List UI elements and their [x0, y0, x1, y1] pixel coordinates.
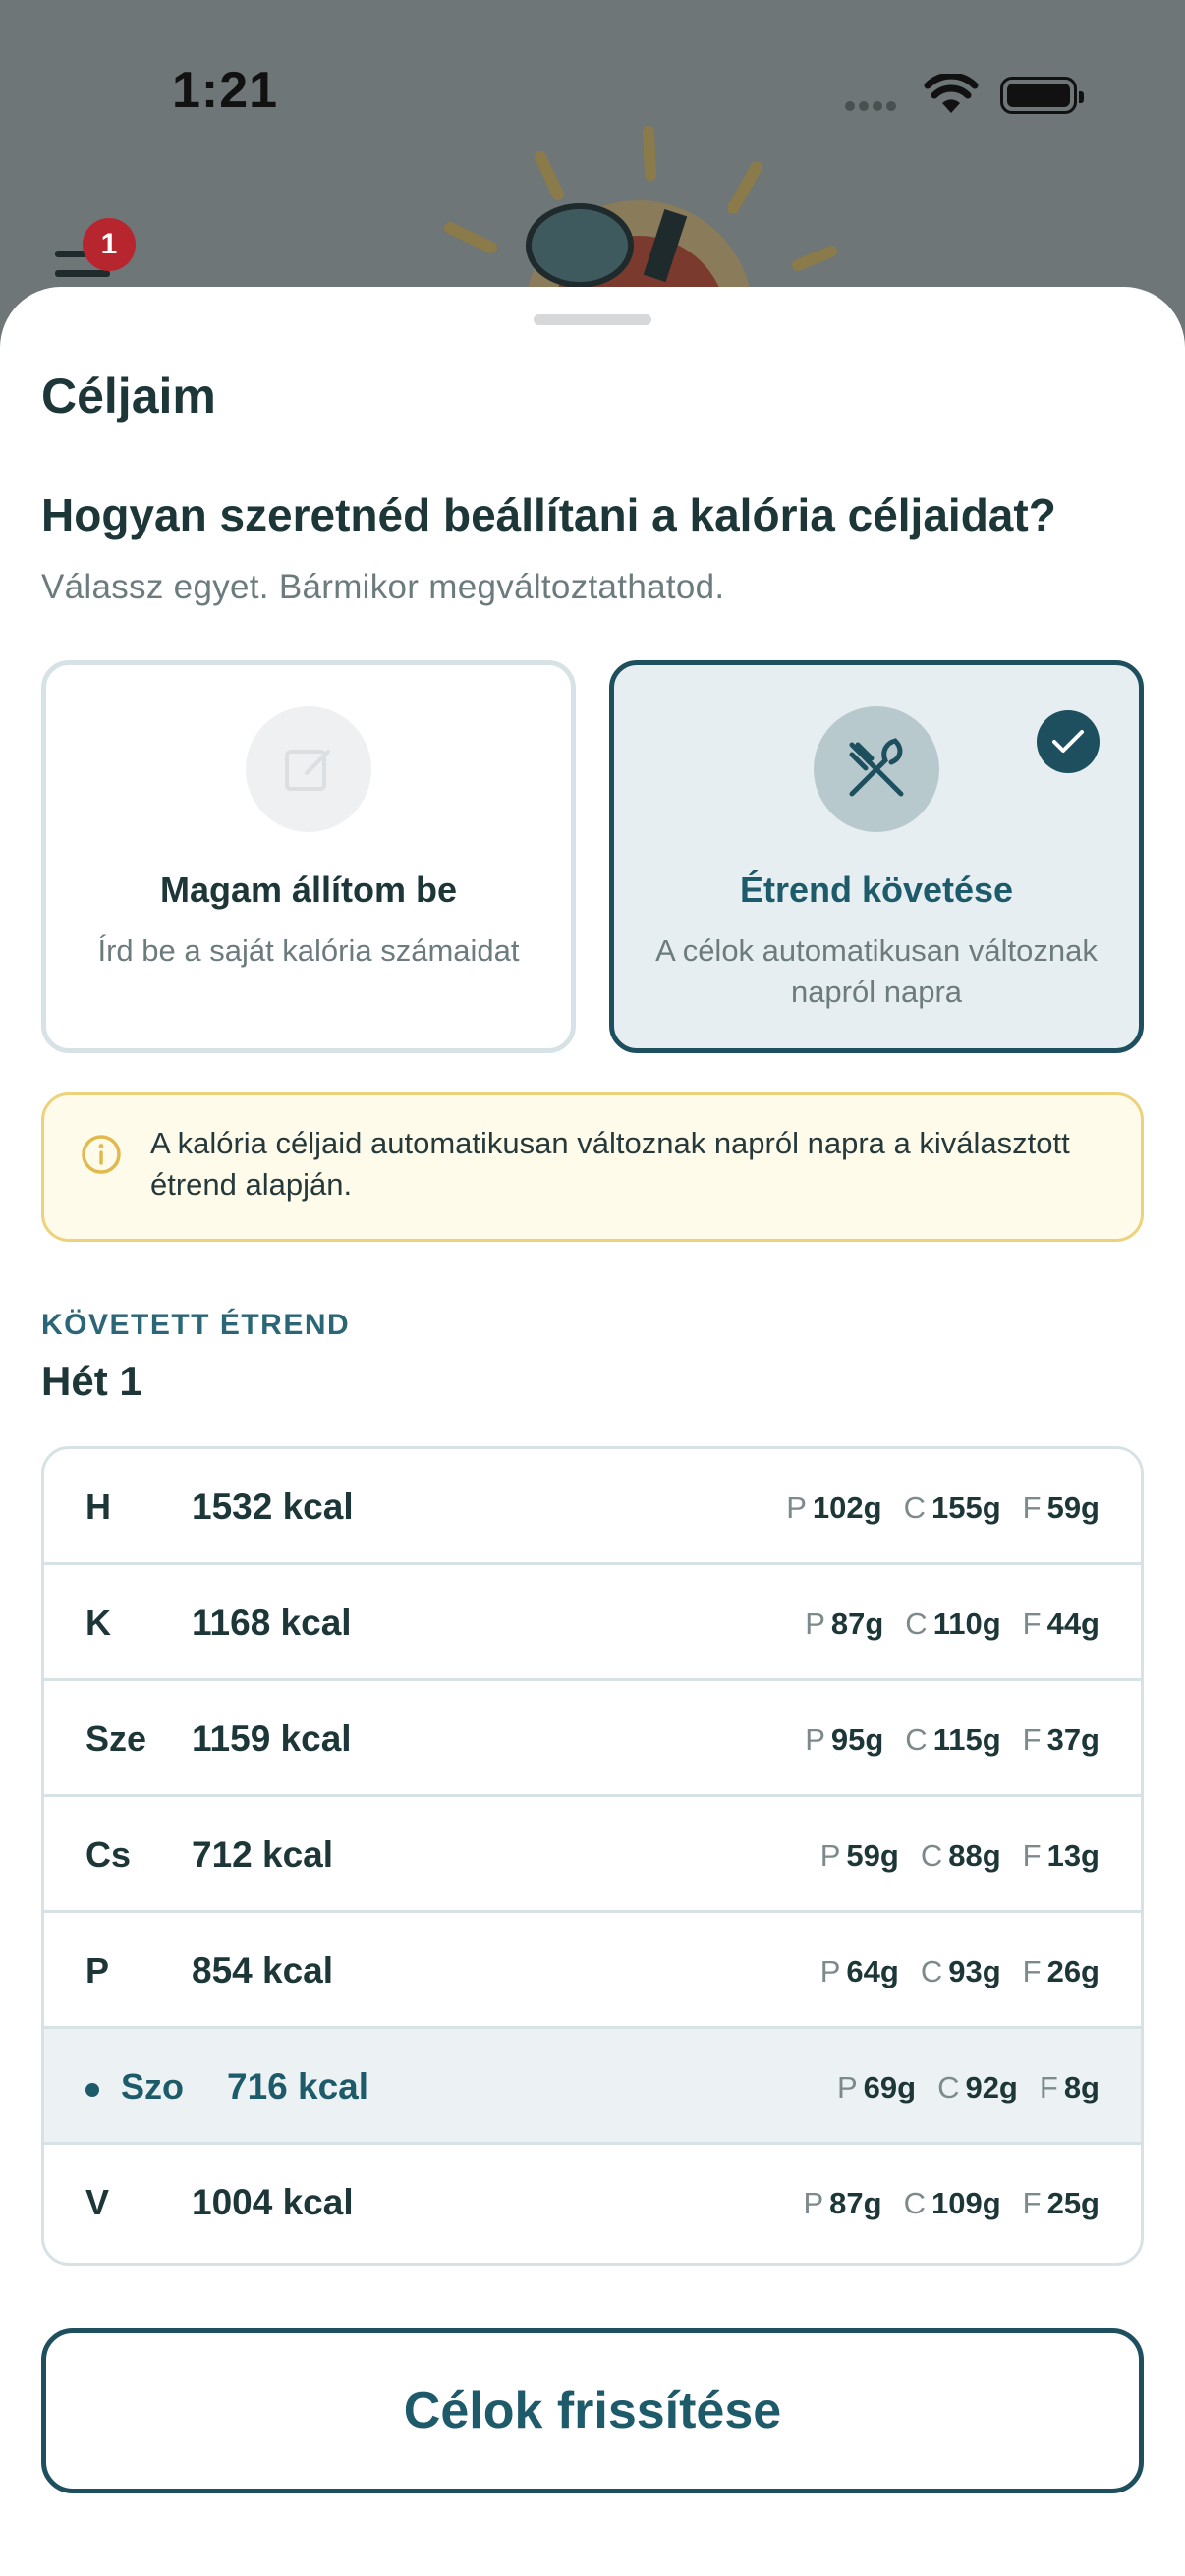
carbs-key: C [903, 1490, 926, 1525]
day-macros [820, 1838, 1100, 1874]
carbs-value: 92g [965, 2070, 1018, 2104]
info-icon [80, 1133, 123, 1181]
option-diet-description: A célok automatikusan változnak napról napra [655, 933, 1098, 1009]
fat-value: 44g [1046, 1606, 1100, 1641]
protein-value: 87g [830, 1606, 884, 1641]
daily-goals-table [41, 1446, 1144, 2266]
fat-key: F [1022, 1722, 1042, 1757]
protein-value: 59g [846, 1838, 899, 1873]
fat-key: F [1022, 1838, 1042, 1873]
fat-value: 8g [1063, 2070, 1100, 2104]
wifi-icon [924, 74, 979, 120]
option-diet-title: Étrend követése [739, 869, 1014, 910]
fat-value: 37g [1046, 1722, 1100, 1757]
day-row[interactable] [44, 1565, 1141, 1681]
day-kcal: 1168 kcal [192, 1602, 352, 1643]
day-row[interactable] [44, 1681, 1141, 1797]
day-row-current[interactable] [44, 2029, 1141, 2145]
carbs-value: 155g [931, 1490, 1001, 1525]
carbs-value: 115g [932, 1722, 1001, 1757]
battery-icon [1000, 77, 1077, 114]
option-diet-card[interactable] [609, 660, 1144, 1053]
info-notice [41, 1092, 1144, 1242]
sheet-title: Céljaim [41, 368, 216, 423]
day-name: Szo [121, 2066, 185, 2106]
fat-key: F [1039, 2070, 1058, 2104]
current-day-dot [85, 2083, 99, 2097]
day-macros [820, 1954, 1100, 1989]
day-row[interactable] [44, 2145, 1141, 2262]
protein-value: 64g [846, 1954, 899, 1988]
goals-sheet [0, 287, 1185, 2576]
protein-key: P [819, 1838, 841, 1873]
carbs-key: C [903, 2186, 926, 2220]
utensils-icon [814, 706, 939, 832]
day-kcal: 1159 kcal [192, 1718, 352, 1759]
question-heading: Hogyan szeretnéd beállítani a kalória céljaidat? [41, 489, 1056, 540]
fat-key: F [1022, 1490, 1042, 1525]
day-macros [803, 2186, 1100, 2221]
protein-key: P [805, 1722, 825, 1757]
day-row[interactable] [44, 1797, 1141, 1913]
protein-value: 95g [830, 1722, 884, 1757]
day-kcal: 1004 kcal [192, 2182, 354, 2222]
protein-key: P [786, 1490, 807, 1525]
day-kcal: 1532 kcal [192, 1486, 354, 1527]
carbs-key: C [905, 1722, 928, 1757]
fat-key: F [1022, 1606, 1042, 1641]
day-row[interactable] [44, 1913, 1141, 2029]
day-kcal: 712 kcal [192, 1834, 334, 1875]
carbs-value: 93g [948, 1954, 1001, 1988]
update-goals-button[interactable]: Célok frissítése [41, 2328, 1144, 2493]
day-macros [786, 1490, 1100, 1526]
protein-key: P [803, 2186, 824, 2220]
day-name: K [85, 1602, 111, 1643]
carbs-key: C [920, 1838, 943, 1873]
protein-value: 87g [829, 2186, 882, 2220]
week-title: Hét 1 [41, 1358, 142, 1404]
day-name: V [85, 2182, 110, 2222]
selected-check-icon [1037, 710, 1100, 773]
day-name: Cs [85, 1834, 132, 1875]
status-time: 1:21 [172, 62, 279, 119]
carbs-value: 88g [948, 1838, 1001, 1873]
day-kcal: 716 kcal [227, 2066, 369, 2106]
day-name: P [85, 1950, 110, 1990]
day-macros [805, 1606, 1100, 1642]
option-manual-description: Írd be a saját kalória számaidat [97, 933, 520, 968]
protein-value: 102g [812, 1490, 882, 1525]
fat-key: F [1022, 1954, 1042, 1988]
sheet-drag-handle[interactable] [534, 314, 651, 325]
fat-value: 13g [1046, 1838, 1100, 1873]
carbs-key: C [937, 2070, 960, 2104]
protein-key: P [805, 1606, 825, 1641]
fat-value: 26g [1046, 1954, 1100, 1988]
option-manual-title: Magam állítom be [159, 869, 458, 910]
protein-value: 69g [863, 2070, 917, 2104]
day-macros [805, 1722, 1100, 1758]
carbs-key: C [905, 1606, 928, 1641]
question-subtitle: Válassz egyet. Bármikor megváltoztathatod. [41, 568, 725, 606]
info-text: A kalória céljaid automatikusan változnak napról napra a kiválasztott étrend alapján. [150, 1126, 1070, 1202]
carbs-value: 109g [931, 2186, 1001, 2220]
option-manual-card[interactable] [41, 660, 576, 1053]
day-kcal: 854 kcal [192, 1950, 334, 1990]
edit-icon [246, 706, 371, 832]
followed-diet-label: KÖVETETT ÉTREND [41, 1309, 351, 1341]
carbs-value: 110g [932, 1606, 1001, 1641]
fat-value: 25g [1046, 2186, 1100, 2220]
day-name: Sze [85, 1718, 147, 1759]
notification-badge: 1 [83, 218, 136, 271]
protein-key: P [836, 2070, 858, 2104]
fruit-illustration [432, 118, 845, 300]
fat-value: 59g [1046, 1490, 1100, 1525]
day-row[interactable] [44, 1449, 1141, 1565]
day-macros [837, 2070, 1100, 2105]
cellular-signal-icon [845, 98, 900, 116]
carbs-key: C [920, 1954, 943, 1988]
protein-key: P [819, 1954, 841, 1988]
fat-key: F [1022, 2186, 1042, 2220]
day-name: H [85, 1486, 111, 1527]
